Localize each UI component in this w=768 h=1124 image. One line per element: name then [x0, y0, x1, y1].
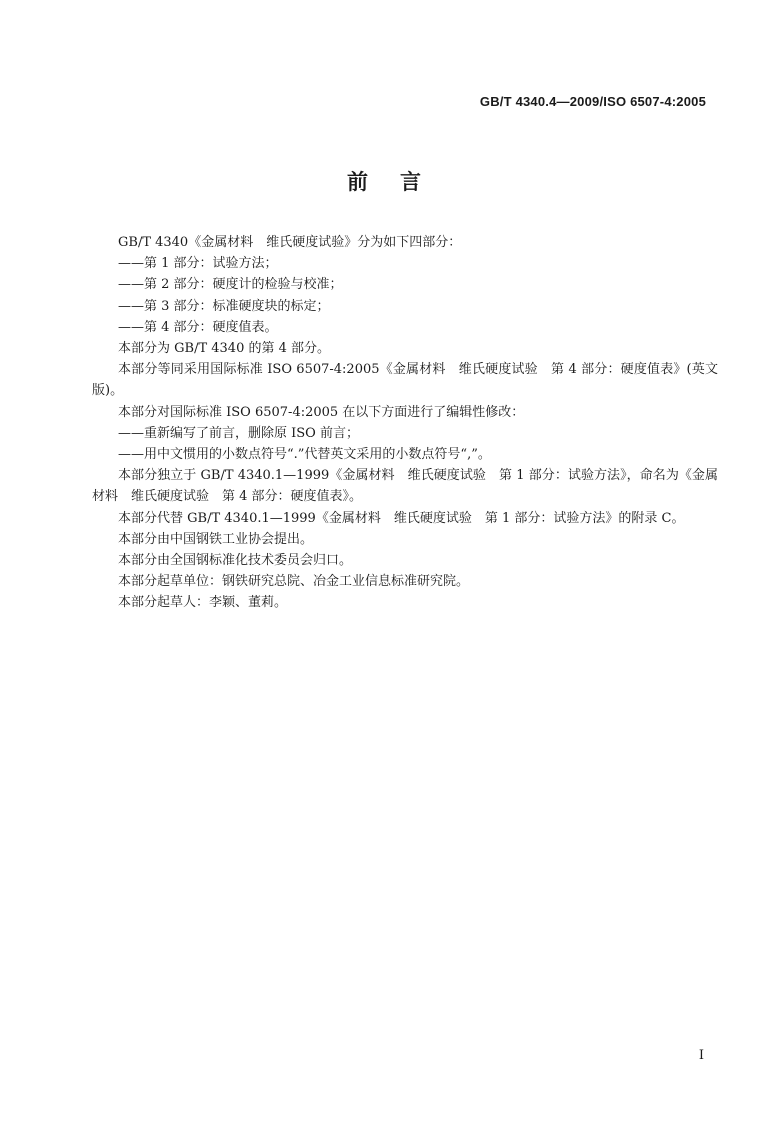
paragraph-independence: 本部分独立于 GB/T 4340.1—1999《金属材料 维氏硬度试验 第 1 部分：试验方法》，命名为《金属材料 维氏硬度试验 第 4 部分：硬度值表》。 — [92, 468, 718, 505]
paragraph-adoption: 本部分等同采用国际标准 ISO 6507-4:2005《金属材料 维氏硬度试验 第 4 部分：硬度值表》(英文版)。 — [92, 362, 718, 399]
paragraph-centralized-by: 本部分由全国钢标准化技术委员会归口。 — [118, 553, 353, 569]
list-item-part-4: ——第 4 部分：硬度值表。 — [118, 319, 278, 335]
list-item-part-1: ——第 1 部分：试验方法； — [118, 256, 278, 272]
foreword-body — [92, 232, 718, 614]
paragraph-drafters: 本部分起草人：李颖、董莉。 — [118, 595, 288, 611]
paragraph-drafting-units: 本部分起草单位：钢铁研究总院、冶金工业信息标准研究院。 — [118, 574, 470, 590]
list-item-part-3: ——第 3 部分：标准硬度块的标定； — [118, 298, 330, 314]
list-item-part-2: ——第 2 部分：硬度计的检验与校准； — [118, 277, 343, 293]
paragraph-part-statement: 本部分为 GB/T 4340 的第 4 部分。 — [118, 341, 331, 357]
page-title: 前言 — [347, 170, 453, 194]
list-item-modification-1: ——重新编写了前言，删除原 ISO 前言； — [118, 425, 359, 441]
page-number: I — [698, 1048, 704, 1063]
standard-code-header: GB/T 4340.4—2009/ISO 6507-4:2005 — [479, 94, 706, 109]
list-item-modification-2: ——用中文惯用的小数点符号“.”代替英文采用的小数点符号“,”。 — [118, 447, 491, 463]
paragraph-intro: GB/T 4340《金属材料 维氏硬度试验》分为如下四部分： — [118, 235, 462, 250]
paragraph-replacement: 本部分代替 GB/T 4340.1—1999《金属材料 维氏硬度试验 第 1 部分：试验方法》的附录 C。 — [118, 510, 685, 526]
paragraph-proposed-by: 本部分由中国钢铁工业协会提出。 — [118, 531, 314, 547]
paragraph-modifications: 本部分对国际标准 ISO 6507-4:2005 在以下方面进行了编辑性修改： — [118, 404, 525, 420]
